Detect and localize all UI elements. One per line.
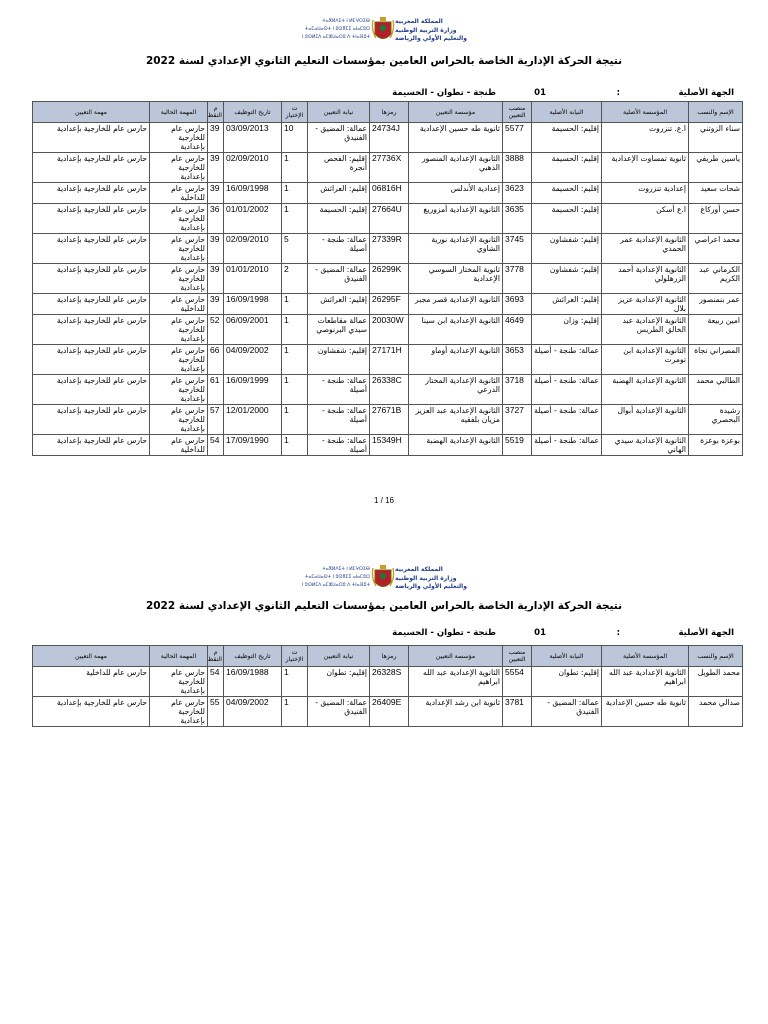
- cell-name: محمد اعراصي: [689, 234, 743, 264]
- column-header-choice-rank: ت الإختيار: [282, 646, 308, 667]
- cell-school-code: 20030W: [370, 315, 409, 345]
- cell-choice-rank: 1: [282, 667, 308, 697]
- cell-name: صدالي محمد: [689, 697, 743, 727]
- cell-points: 61: [208, 375, 224, 405]
- cell-hire-date: 16/09/1999: [224, 375, 282, 405]
- cell-points: 54: [208, 667, 224, 697]
- cell-post-number: 3693: [503, 294, 532, 315]
- cell-origin-directorate: إقليم: الحسيمة: [532, 123, 602, 153]
- cell-assigned-role: حارس عام للخارجية بإعدادية: [33, 234, 150, 264]
- cell-choice-rank: 1: [282, 697, 308, 727]
- table-header-row: [33, 646, 743, 667]
- cell-post-number: 5577: [503, 123, 532, 153]
- cell-hire-date: 01/01/2002: [224, 204, 282, 234]
- cell-assigned-directorate: إقليم: تطوان: [308, 667, 370, 697]
- cell-assigned-school: ثانوية ابن رشد الإعدادية: [409, 697, 503, 727]
- cell-origin-school: الثانوية الإعدادية ابن تومرت: [602, 345, 689, 375]
- cell-points: 36: [208, 204, 224, 234]
- cell-origin-school: الثانوية الإعدادية أحمد الزرهلولي: [602, 264, 689, 294]
- cell-current-role: حارس عام للداخلية: [150, 435, 208, 456]
- cell-assigned-role: حارس عام للداخلية: [33, 667, 150, 697]
- column-header-hire-date: تاريخ التوظيف: [224, 646, 282, 667]
- table-row: [33, 204, 743, 234]
- cell-school-code: 27171H: [370, 345, 409, 375]
- page-number: 1 / 16: [373, 496, 394, 505]
- column-header-school-code: رمزها: [370, 646, 409, 667]
- column-header-origin-directorate: النيابة الأصلية: [532, 102, 602, 123]
- cell-school-code: 06816H: [370, 183, 409, 204]
- cell-current-role: حارس عام للخارجية بإعدادية: [150, 153, 208, 183]
- cell-choice-rank: 5: [282, 234, 308, 264]
- column-header-origin-directorate: النيابة الأصلية: [532, 646, 602, 667]
- cell-assigned-directorate: عمالة: طنجة - أصيلة: [308, 375, 370, 405]
- cell-choice-rank: 1: [282, 375, 308, 405]
- cell-assigned-role: حارس عام للخارجية بإعدادية: [33, 264, 150, 294]
- region-name: طنجة - تطوان - الحسيمة: [392, 88, 496, 98]
- cell-current-role: حارس عام للخارجية بإعدادية: [150, 315, 208, 345]
- cell-assigned-directorate: عمالة: المضيق - الفنيدق: [308, 264, 370, 294]
- column-header-assigned-directorate: نيابة التعيين: [308, 646, 370, 667]
- cell-origin-directorate: إقليم: شفشاون: [532, 264, 602, 294]
- cell-hire-date: 04/09/2002: [224, 697, 282, 727]
- cell-name: شحات سعيد: [689, 183, 743, 204]
- column-header-name: الإسم والنسب: [689, 102, 743, 123]
- cell-points: 39: [208, 234, 224, 264]
- cell-points: 39: [208, 264, 224, 294]
- cell-assigned-school: الثانوية الإعدادية المختار الدرعي: [409, 375, 503, 405]
- cell-choice-rank: 2: [282, 264, 308, 294]
- cell-name: المصراني نجاة: [689, 345, 743, 375]
- cell-origin-school: ا.ع. تنزروت: [602, 123, 689, 153]
- cell-assigned-directorate: عمالة: المضيق - الفنيدق: [308, 697, 370, 727]
- cell-assigned-school: ثانوية المختار السوسي الإعدادية: [409, 264, 503, 294]
- cell-hire-date: 16/09/1988: [224, 667, 282, 697]
- cell-choice-rank: 1: [282, 345, 308, 375]
- cell-assigned-role: حارس عام للخارجية بإعدادية: [33, 123, 150, 153]
- table-header-row: [33, 102, 743, 123]
- cell-post-number: 5554: [503, 667, 532, 697]
- cell-name: امين ربيعة: [689, 315, 743, 345]
- cell-choice-rank: 1: [282, 204, 308, 234]
- origin-label: الجهة الأصلية: [678, 88, 734, 98]
- cell-school-code: 26295F: [370, 294, 409, 315]
- cell-school-code: 26328S: [370, 667, 409, 697]
- cell-assigned-role: حارس عام للخارجية بإعدادية: [33, 204, 150, 234]
- cell-origin-school: إعدادية تنزروت: [602, 183, 689, 204]
- cell-post-number: 3635: [503, 204, 532, 234]
- cell-origin-school: ا.ع أسكن: [602, 204, 689, 234]
- cell-points: 54: [208, 435, 224, 456]
- cell-post-number: 3718: [503, 375, 532, 405]
- cell-points: 52: [208, 315, 224, 345]
- table-body: [33, 667, 743, 727]
- document-page-2: [0, 548, 768, 748]
- cell-name: ياسين طريفي: [689, 153, 743, 183]
- cell-hire-date: 06/09/2001: [224, 315, 282, 345]
- table-row: [33, 264, 743, 294]
- region-code: 01: [534, 88, 546, 98]
- cell-assigned-directorate: إقليم: العرائش: [308, 183, 370, 204]
- cell-choice-rank: 1: [282, 294, 308, 315]
- table-row: [33, 234, 743, 264]
- cell-post-number: 3727: [503, 405, 532, 435]
- document-title: نتيجة الحركة الإدارية الخاصة بالحراس العامين بمؤسسات التعليم الثانوي الإعدادي لسنة 2022: [145, 600, 623, 612]
- cell-origin-directorate: إقليم: تطوان: [532, 667, 602, 697]
- cell-hire-date: 16/09/1998: [224, 183, 282, 204]
- cell-name: حسن أوركاغ: [689, 204, 743, 234]
- cell-origin-directorate: عمالة: طنجة - أصيلة: [532, 435, 602, 456]
- cell-origin-directorate: إقليم: العرائش: [532, 294, 602, 315]
- cell-origin-school: الثانوية الإعدادية عبد الله ابراهيم: [602, 667, 689, 697]
- cell-school-code: 26338C: [370, 375, 409, 405]
- cell-choice-rank: 1: [282, 183, 308, 204]
- column-header-assigned-school: مؤسسة التعيين: [409, 102, 503, 123]
- cell-origin-school: الثانوية الإعدادية عمر الحمدي: [602, 234, 689, 264]
- cell-choice-rank: 1: [282, 153, 308, 183]
- cell-hire-date: 17/09/1990: [224, 435, 282, 456]
- cell-assigned-school: إعدادية الأندلس: [409, 183, 503, 204]
- origin-label: الجهة الأصلية: [678, 628, 734, 638]
- cell-origin-school: الثانوية الإعدادية عزيز بلال: [602, 294, 689, 315]
- cell-post-number: 5519: [503, 435, 532, 456]
- column-header-current-role: المهمة الحالية: [150, 646, 208, 667]
- column-header-assigned-directorate: نيابة التعيين: [308, 102, 370, 123]
- table-row: [33, 667, 743, 697]
- column-header-origin-school: المؤسسة الأصلية: [602, 646, 689, 667]
- cell-origin-school: الثانوية الإعدادية سيدي الهاني: [602, 435, 689, 456]
- coat-of-arms-icon: [371, 16, 395, 46]
- cell-current-role: حارس عام للخارجية بإعدادية: [150, 345, 208, 375]
- cell-assigned-role: حارس عام للخارجية بإعدادية: [33, 345, 150, 375]
- cell-assigned-role: حارس عام للخارجية بإعدادية: [33, 405, 150, 435]
- cell-choice-rank: 1: [282, 405, 308, 435]
- column-header-choice-rank: ت الإختيار: [282, 102, 308, 123]
- cell-origin-school: ثانوية طه حسين الإعدادية: [602, 697, 689, 727]
- cell-post-number: 3888: [503, 153, 532, 183]
- cell-origin-directorate: عمالة: طنجة - أصيلة: [532, 405, 602, 435]
- cell-points: 39: [208, 294, 224, 315]
- table-row: [33, 435, 743, 456]
- cell-assigned-school: الثانوية الإعدادية قصر مجبر: [409, 294, 503, 315]
- cell-assigned-school: الثانوية الإعدادية عبد الله ابراهيم: [409, 667, 503, 697]
- cell-origin-school: الثانوية الإعدادية الهضبة: [602, 375, 689, 405]
- cell-hire-date: 12/01/2000: [224, 405, 282, 435]
- cell-origin-directorate: إقليم: الحسيمة: [532, 204, 602, 234]
- cell-school-code: 24734J: [370, 123, 409, 153]
- document-page-1: [0, 0, 768, 505]
- column-header-post-number: منصب التعيين: [503, 646, 532, 667]
- cell-assigned-role: حارس عام للخارجية بإعدادية: [33, 435, 150, 456]
- cell-assigned-role: حارس عام للخارجية بإعدادية: [33, 315, 150, 345]
- cell-points: 39: [208, 183, 224, 204]
- cell-name: الكرماني عبد الكريم: [689, 264, 743, 294]
- origin-region-line: [30, 628, 742, 642]
- cell-current-role: حارس عام للخارجية بإعدادية: [150, 204, 208, 234]
- cell-current-role: حارس عام للخارجية بإعدادية: [150, 697, 208, 727]
- column-header-assigned-role: مهمة التعيين: [33, 646, 150, 667]
- cell-origin-directorate: عمالة: المضيق - الفنيدق: [532, 697, 602, 727]
- origin-region-line: [30, 88, 742, 102]
- cell-assigned-directorate: إقليم: العرائش: [308, 294, 370, 315]
- table-body: [33, 123, 743, 456]
- cell-assigned-role: حارس عام للخارجية بإعدادية: [33, 375, 150, 405]
- cell-points: 39: [208, 153, 224, 183]
- cell-assigned-role: حارس عام للخارجية بإعدادية: [33, 153, 150, 183]
- cell-assigned-role: حارس عام للخارجية بإعدادية: [33, 183, 150, 204]
- cell-choice-rank: 1: [282, 315, 308, 345]
- cell-hire-date: 02/09/2010: [224, 153, 282, 183]
- column-header-assigned-school: مؤسسة التعيين: [409, 646, 503, 667]
- cell-points: 55: [208, 697, 224, 727]
- cell-current-role: حارس عام للخارجية بإعدادية: [150, 375, 208, 405]
- cell-assigned-school: الثانوية الإعدادية أوماو: [409, 345, 503, 375]
- cell-assigned-directorate: إقليم: الحسيمة: [308, 204, 370, 234]
- cell-origin-directorate: عمالة: طنجة - أصيلة: [532, 345, 602, 375]
- results-table: [32, 101, 743, 456]
- cell-origin-directorate: إقليم: شفشاون: [532, 234, 602, 264]
- cell-current-role: حارس عام للداخلية: [150, 294, 208, 315]
- origin-colon: :: [616, 628, 620, 638]
- column-header-origin-school: المؤسسة الأصلية: [602, 102, 689, 123]
- table-row: [33, 153, 743, 183]
- cell-choice-rank: 10: [282, 123, 308, 153]
- cell-post-number: 4649: [503, 315, 532, 345]
- cell-origin-directorate: إقليم: الحسيمة: [532, 153, 602, 183]
- cell-origin-directorate: عمالة: طنجة - أصيلة: [532, 375, 602, 405]
- column-header-assigned-role: مهمة التعيين: [33, 102, 150, 123]
- cell-post-number: 3745: [503, 234, 532, 264]
- cell-name: بوعزة بوعزة: [689, 435, 743, 456]
- column-header-name: الإسم والنسب: [689, 646, 743, 667]
- cell-points: 57: [208, 405, 224, 435]
- cell-assigned-role: حارس عام للخارجية بإعدادية: [33, 697, 150, 727]
- cell-current-role: حارس عام للداخلية: [150, 183, 208, 204]
- cell-name: رشيدة البحصري: [689, 405, 743, 435]
- cell-hire-date: 04/09/2002: [224, 345, 282, 375]
- cell-post-number: 3653: [503, 345, 532, 375]
- cell-origin-school: الثانوية الإعدادية عبد الخالق الطريس: [602, 315, 689, 345]
- cell-hire-date: 02/09/2010: [224, 234, 282, 264]
- cell-name: محمد الطويل: [689, 667, 743, 697]
- cell-assigned-directorate: عمالة مقاطعات سيدي البرنوصي: [308, 315, 370, 345]
- table-row: [33, 294, 743, 315]
- column-header-school-code: رمزها: [370, 102, 409, 123]
- coat-of-arms-icon: [371, 564, 395, 594]
- cell-assigned-school: الثانوية الإعدادية نورية الشاوي: [409, 234, 503, 264]
- cell-post-number: 3623: [503, 183, 532, 204]
- results-table: [32, 645, 743, 727]
- cell-assigned-school: الثانوية الإعدادية الهضبة: [409, 435, 503, 456]
- cell-assigned-role: حارس عام للخارجية بإعدادية: [33, 294, 150, 315]
- column-header-post-number: منصب التعيين: [503, 102, 532, 123]
- logo-arabic-text: المملكة المغربية وزارة التربية الوطنية والتعليم الأولي والرياضة: [395, 566, 467, 590]
- table-row: [33, 697, 743, 727]
- region-code: 01: [534, 628, 546, 638]
- cell-assigned-directorate: عمالة: طنجة - أصيلة: [308, 435, 370, 456]
- cell-choice-rank: 1: [282, 435, 308, 456]
- cell-school-code: 26299K: [370, 264, 409, 294]
- cell-current-role: حارس عام للخارجية بإعدادية: [150, 264, 208, 294]
- cell-current-role: حارس عام للخارجية بإعدادية: [150, 405, 208, 435]
- cell-assigned-directorate: إقليم: شفشاون: [308, 345, 370, 375]
- cell-assigned-directorate: عمالة: المضيق - الفنيدق: [308, 123, 370, 153]
- cell-hire-date: 01/01/2010: [224, 264, 282, 294]
- cell-points: 66: [208, 345, 224, 375]
- column-header-hire-date: تاريخ التوظيف: [224, 102, 282, 123]
- cell-origin-directorate: إقليم: الحسيمة: [532, 183, 602, 204]
- cell-hire-date: 03/09/2013: [224, 123, 282, 153]
- cell-school-code: 27736X: [370, 153, 409, 183]
- cell-assigned-directorate: إقليم: الفحص أنجرة: [308, 153, 370, 183]
- logo-tifinagh-text: ⵜⴰⴳⵍⴷⵉⵜ ⵏ ⵍⵎⵖⵔⵉⴱ ⵜⴰⵎⴰⵡⴰⵙⵜ ⵏ ⵓⵙⴳⵎⵉ ⴰⵏⴰⵎⵓⵔ ⵏ ⵓⵙⵍⵎⴷ ⴰⵎⵣⵡⴰⵔⵓ ⴷ ⵜⵏⴰⴼⵓⵜ: [302, 19, 370, 40]
- cell-hire-date: 16/09/1998: [224, 294, 282, 315]
- cell-current-role: حارس عام للخارجية بإعدادية: [150, 123, 208, 153]
- logo-tifinagh-text: ⵜⴰⴳⵍⴷⵉⵜ ⵏ ⵍⵎⵖⵔⵉⴱ ⵜⴰⵎⴰⵡⴰⵙⵜ ⵏ ⵓⵙⴳⵎⵉ ⴰⵏⴰⵎⵓⵔ ⵏ ⵓⵙⵍⵎⴷ ⴰⵎⵣⵡⴰⵔⵓ ⴷ ⵜⵏⴰⴼⵓⵜ: [302, 567, 370, 588]
- cell-assigned-school: الثانوية الإعدادية ابن سينا: [409, 315, 503, 345]
- table-row: [33, 375, 743, 405]
- table-row: [33, 183, 743, 204]
- cell-assigned-school: الثانوية الإعدادية أمزوريغ: [409, 204, 503, 234]
- region-name: طنجة - تطوان - الحسيمة: [392, 628, 496, 638]
- cell-points: 39: [208, 123, 224, 153]
- cell-assigned-school: الثانوية الإعدادية عبد العزيز مزيان بلفقيه: [409, 405, 503, 435]
- column-header-current-role: المهمة الحالية: [150, 102, 208, 123]
- cell-school-code: 26409E: [370, 697, 409, 727]
- cell-school-code: 27664U: [370, 204, 409, 234]
- column-header-points: م النقط: [208, 646, 224, 667]
- cell-origin-directorate: إقليم: وزان: [532, 315, 602, 345]
- cell-name: سناء الزوتني: [689, 123, 743, 153]
- cell-name: الطالبي محمد: [689, 375, 743, 405]
- origin-colon: :: [616, 88, 620, 98]
- cell-school-code: 15349H: [370, 435, 409, 456]
- cell-origin-school: ثانوية تمساوت الإعدادية: [602, 153, 689, 183]
- cell-school-code: 27339R: [370, 234, 409, 264]
- cell-current-role: حارس عام للخارجية بإعدادية: [150, 667, 208, 697]
- table-row: [33, 345, 743, 375]
- cell-post-number: 3778: [503, 264, 532, 294]
- document-title: نتيجة الحركة الإدارية الخاصة بالحراس العامين بمؤسسات التعليم الثانوي الإعدادي لسنة 2022: [145, 55, 623, 67]
- cell-origin-school: الثانوية الإعدادية أبوال: [602, 405, 689, 435]
- cell-name: عمر بنمنصور: [689, 294, 743, 315]
- column-header-points: م النقط: [208, 102, 224, 123]
- cell-post-number: 3781: [503, 697, 532, 727]
- cell-assigned-directorate: عمالة: طنجة - أصيلة: [308, 405, 370, 435]
- table-row: [33, 123, 743, 153]
- table-row: [33, 315, 743, 345]
- cell-current-role: حارس عام للخارجية بإعدادية: [150, 234, 208, 264]
- cell-assigned-school: ثانوية طه حسين الإعدادية: [409, 123, 503, 153]
- cell-assigned-directorate: عمالة: طنجة - أصيلة: [308, 234, 370, 264]
- logo-arabic-text: المملكة المغربية وزارة التربية الوطنية والتعليم الأولي والرياضة: [395, 18, 467, 42]
- table-row: [33, 405, 743, 435]
- cell-school-code: 27671B: [370, 405, 409, 435]
- cell-assigned-school: الثانوية الإعدادية المنصور الذهبي: [409, 153, 503, 183]
